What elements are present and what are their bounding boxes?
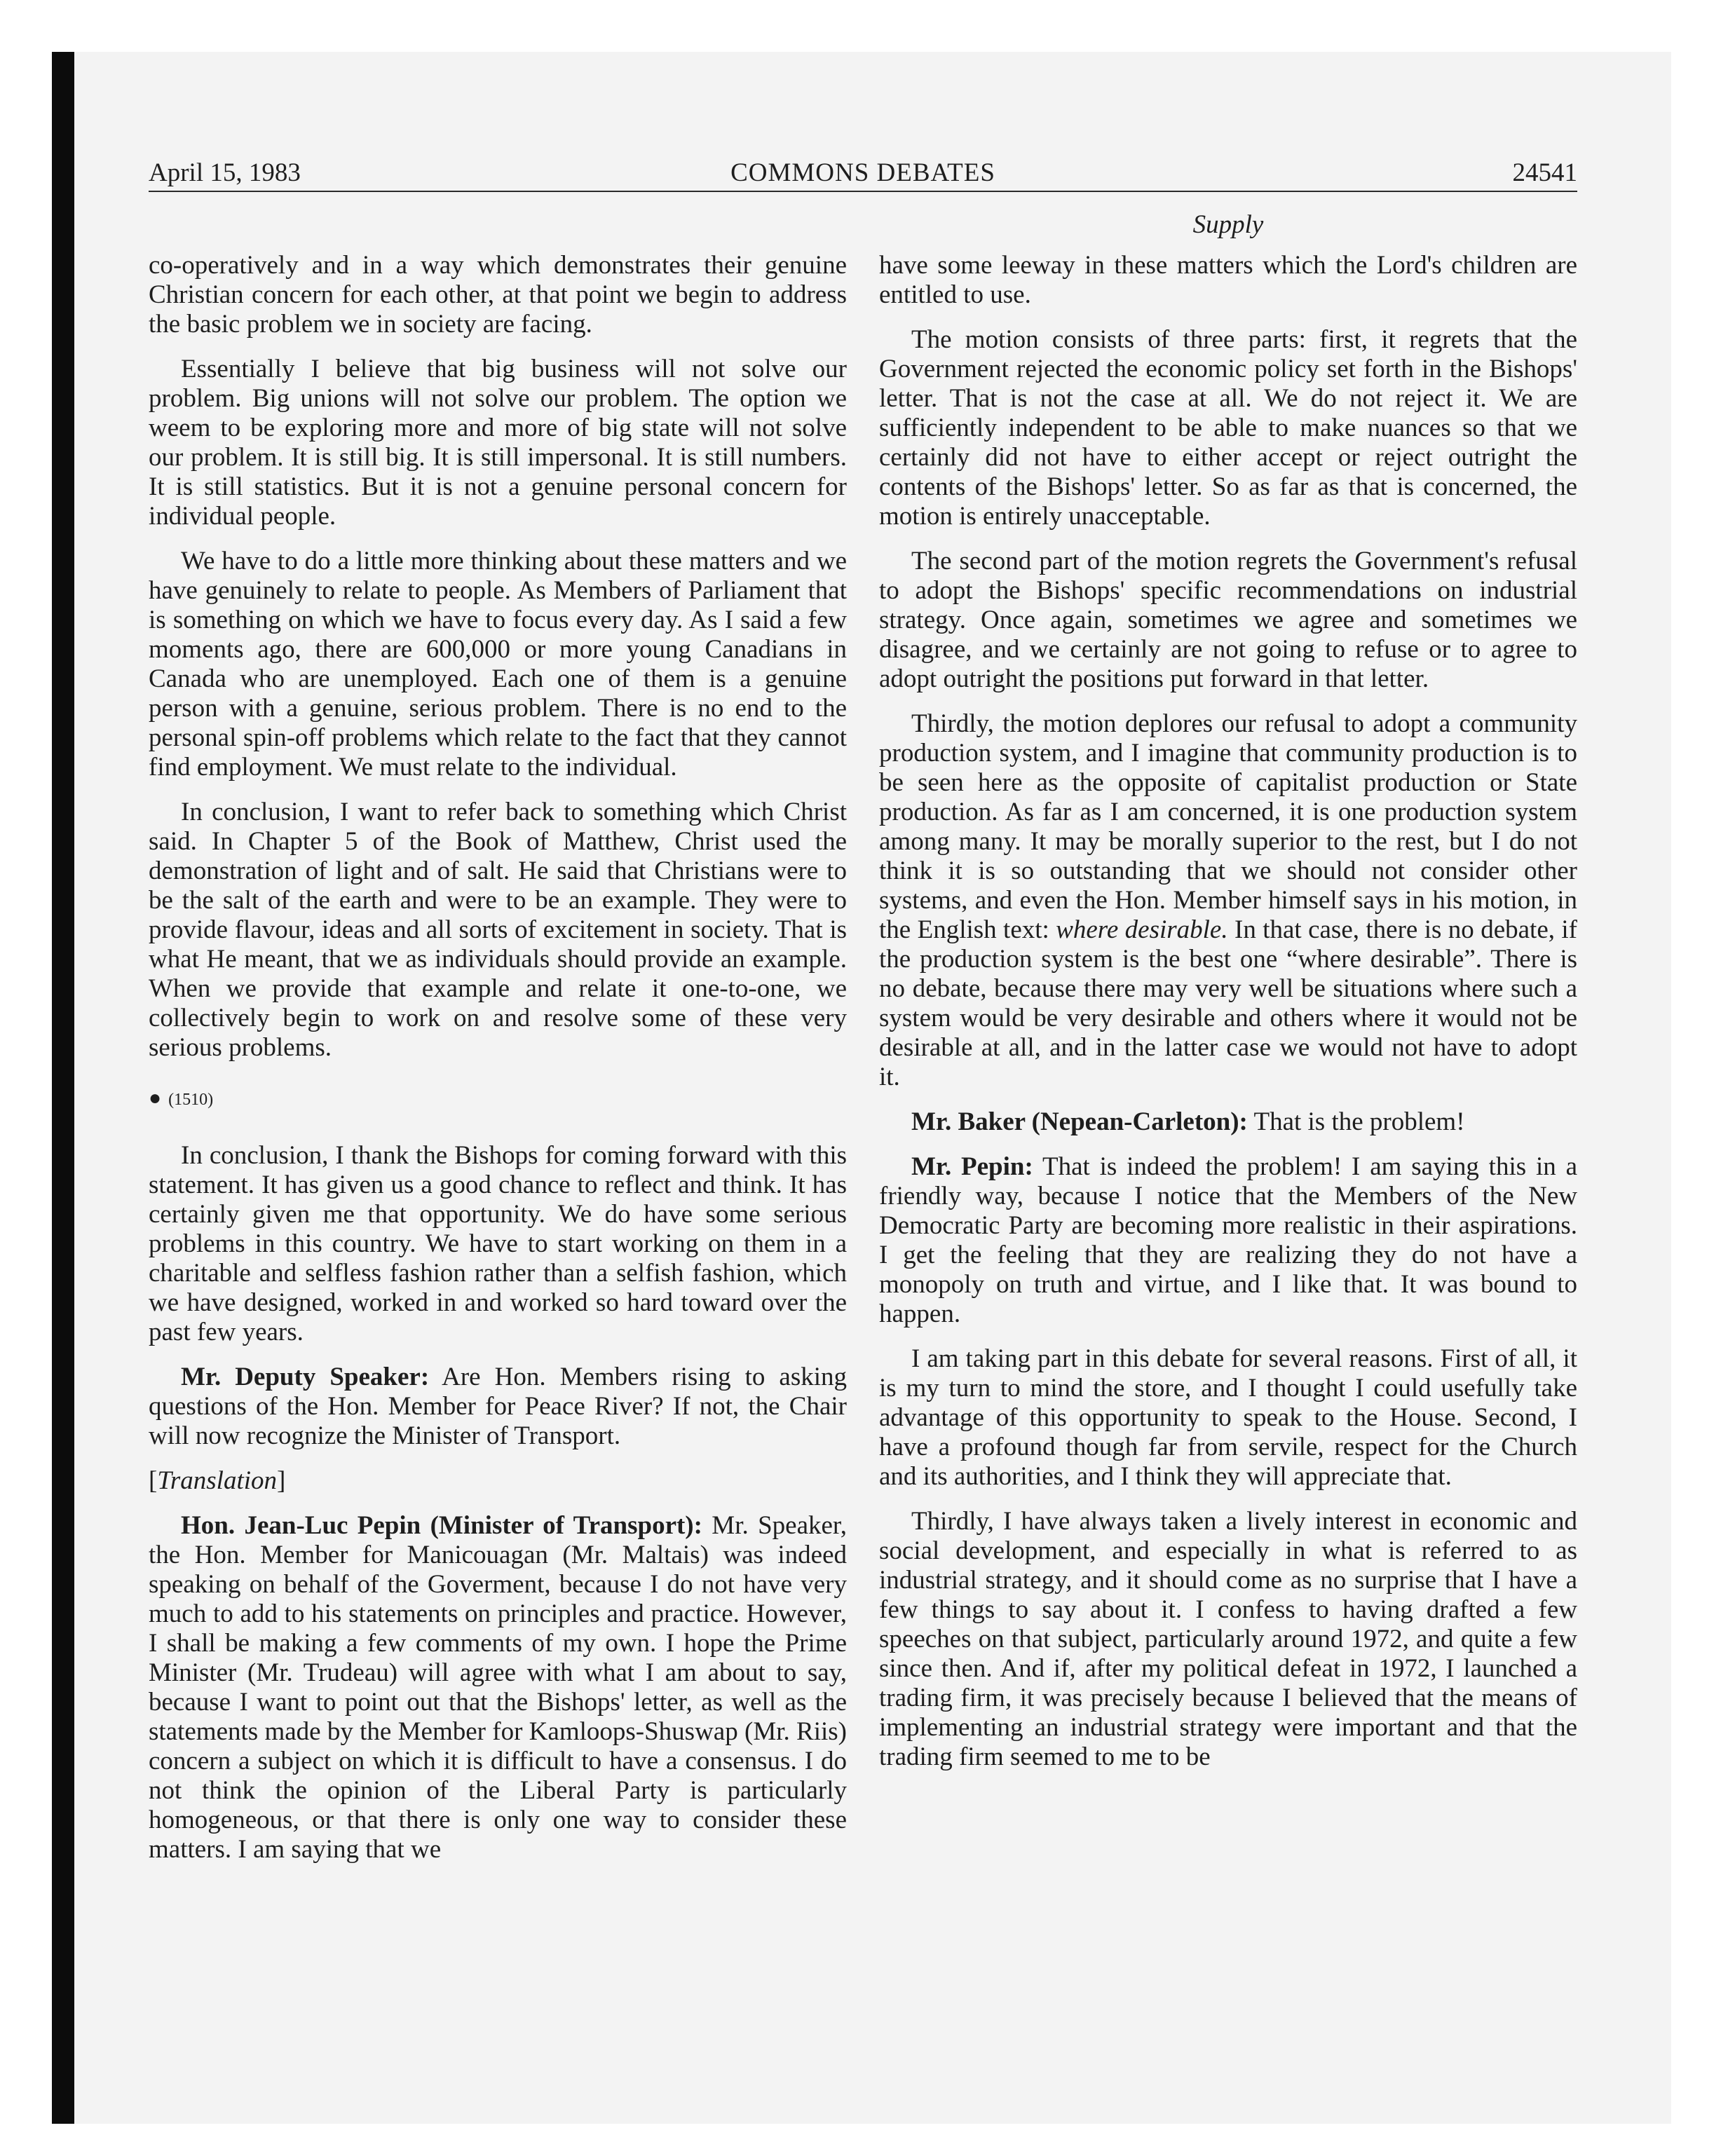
paragraph: In conclusion, I want to refer back to something which Christ said. In Chapter 5 of the Book of Matthew, Christ used the demonstration of light and of salt. He said that Christians were to be the salt of the earth and were to be an example. They were to provide flavour, ideas and all sorts of excitement in society. That is what He meant, that we as individuals should provide an example. When we provide that example and relate it one-to-one, we collectively begin to work on and resolve some of these very serious problems. xyxy=(149,798,847,1062)
translation-tag-text: Translation xyxy=(157,1466,278,1495)
header-page-number: 24541 xyxy=(1512,158,1577,187)
paragraph: Thirdly, I have always taken a lively interest in economic and social development, and especially in what is referred to as industrial strategy, and it should come as no surprise that I have a few things to say about it. I confess to having drafted a few speeches on that subject, particularly around 1972, and quite a few since then. And if, after my political defeat in 1972, I launched a trading firm, it was precisely because I believed that the means of implementing an industrial strategy were important and that the trading firm seemed to me to be xyxy=(879,1507,1577,1771)
speaker-name: Mr. Pepin: xyxy=(911,1152,1033,1181)
speech-paragraph xyxy=(149,1363,847,1451)
time-marker xyxy=(149,1088,847,1110)
header-rule xyxy=(149,191,1577,192)
speech-text: Are Hon. Members rising to asking questions of the Hon. Member for Peace River? If not, the Chair will now recognize the Minister of Transport. xyxy=(149,1363,847,1450)
speech-paragraph xyxy=(879,1152,1577,1329)
speech-text: That is the problem! xyxy=(1247,1107,1465,1136)
paragraph: The second part of the motion regrets the Government's refusal to adopt the Bishops' specific recommendations on industrial strategy. Once again, sometimes we agree and sometimes we disagree, and we certainly are not going to refuse or to agree to adopt outright the positions put forward in that letter. xyxy=(879,547,1577,693)
left-column xyxy=(149,251,847,1880)
paragraph: The motion consists of three parts: first, it regrets that the Government rejected the economic policy set forth in the Bishops' letter. That is not the case at all. We do not reject it. We are sufficiently independent to be able to make nuances so that we certainly did not have to either accept or reject outright the contents of the Bishops' letter. So as far as that is concerned, the motion is entirely unacceptable. xyxy=(879,325,1577,531)
time-marker-text: (1510) xyxy=(168,1091,214,1109)
paragraph: have some leeway in these matters which the Lord's children are entitled to use. xyxy=(879,251,1577,309)
translation-tag: [Translation] xyxy=(149,1466,286,1495)
paragraph: I am taking part in this debate for several reasons. First of all, it is my turn to mind the store, and I thought I could usefully take advantage of this opportunity to speak to the House. Second, I have a profound though far from servile, respect for the Church and its authorities, and I think they will appreciate that. xyxy=(879,1344,1577,1491)
paragraph: In conclusion, I thank the Bishops for coming forward with this statement. It has given us a good chance to reflect and think. It has certainly given me that opportunity. We do have some serious problems in this country. We have to start working on them in a charitable and selfless fashion rather than a selfish fashion, which we have designed, worked in and worked so hard toward over the past few years. xyxy=(149,1141,847,1346)
speaker-name: Hon. Jean-Luc Pepin (Minister of Transport): xyxy=(181,1511,702,1540)
paragraph-text: In that case, there is no debate, if the production system is the best one “where desirable”. There is no debate, because there may very well be situations where such a system would be very desirable and others where it would not be desirable at all, and in the latter case we would not have to adopt it. xyxy=(879,915,1577,1091)
page-header xyxy=(149,156,1577,191)
paragraph: We have to do a little more thinking about these matters and we have genuinely to relate to people. As Members of Parliament that is something on which we have to focus every day. As I said a few moments ago, there are 600,000 or more young Canadians in Canada who are unemployed. Each one of them is a genuine person with a genuine, serious problem. There is no end to the personal spin-off problems which relate to the fact that they cannot find employment. We must relate to the individual. xyxy=(149,547,847,782)
paragraph-text: Thirdly, the motion deplores our refusal to adopt a community production system, and I imagine that community production is to be seen here as the opposite of capitalist production or State production. As far as I am concerned, it is one production system among many. It may be morally superior to the rest, but I do not think it is so outstanding that we should not consider other systems, and even the Hon. Member himself says in his motion, in the English text: xyxy=(879,709,1577,944)
section-title: Supply xyxy=(1192,210,1264,239)
speech-text: Mr. Speaker, the Hon. Member for Manicouagan (Mr. Maltais) was indeed speaking on behalf of the Goverment, because I do not have very much to add to his statements on principles and practice. However, I shall be making a few comments of my own. I hope the Prime Minister (Mr. Trudeau) will agree with what I am about to say, because I want to point out that the Bishops' letter, as well as the statements made by the Member for Kamloops-Shuswap (Mr. Riis) concern a subject on which it is difficult to have a consensus. I do not think the opinion of the Liberal Party is particularly homogeneous, or that there is only one way to consider these matters. I am saying that we xyxy=(149,1511,847,1864)
paragraph xyxy=(879,709,1577,1092)
right-column xyxy=(879,251,1577,1787)
paragraph: co-operatively and in a way which demonstrates their genuine Christian concern for each other, at that point we begin to address the basic problem we in society are facing. xyxy=(149,251,847,339)
scan-binding-edge xyxy=(52,52,74,2124)
speech-text: That is indeed the problem! I am saying this in a friendly way, because I notice that the Members of the New Democratic Party are becoming more realistic in their aspirations. I get the feeling that they are realizing they do not have a monopoly on truth and virtue, and I like that. It was bound to happen. xyxy=(879,1152,1577,1328)
speaker-name: Mr. Baker (Nepean-Carleton): xyxy=(911,1107,1248,1136)
bullet-icon: ● xyxy=(149,1086,162,1110)
emphasis-text: where desirable. xyxy=(1056,915,1228,944)
speaker-name: Mr. Deputy Speaker: xyxy=(181,1363,430,1391)
paragraph: Essentially I believe that big business will not solve our problem. Big unions will not solve our problem. The option we weem to be exploring more and more of big state will not solve our problem. It is still big. It is still impersonal. It is still numbers. It is still statistics. But it is not a genuine personal concern for individual people. xyxy=(149,355,847,531)
speech-paragraph xyxy=(879,1107,1577,1137)
speech-paragraph xyxy=(149,1511,847,1864)
header-date: April 15, 1983 xyxy=(149,158,301,187)
header-journal-title: COMMONS DEBATES xyxy=(730,158,995,187)
